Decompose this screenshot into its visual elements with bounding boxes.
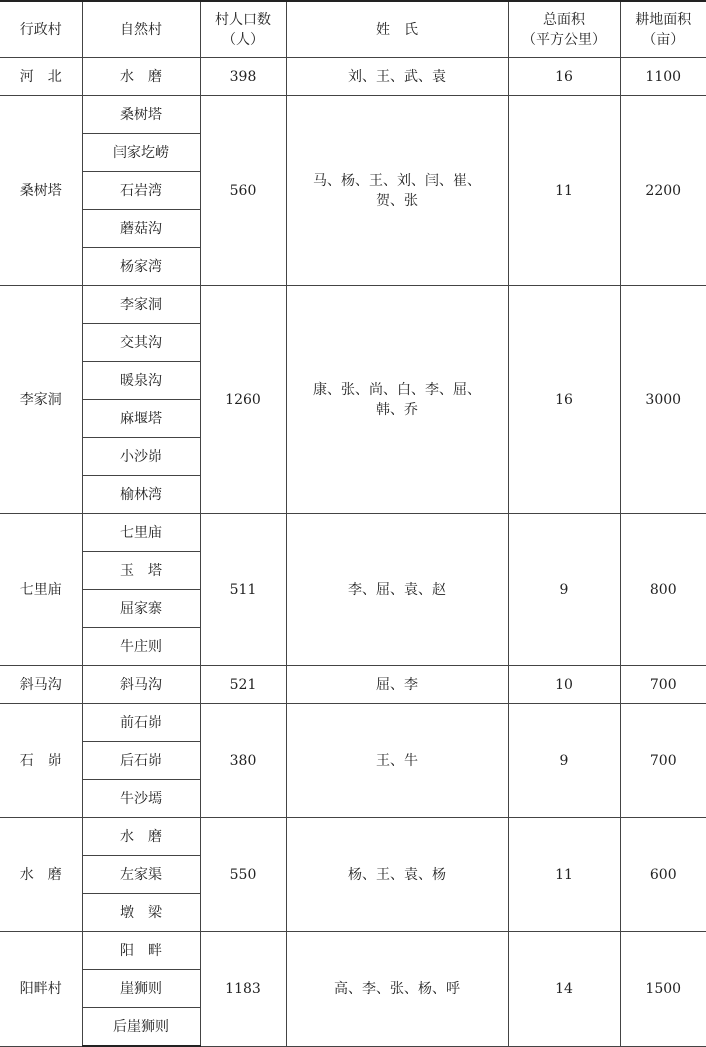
farmland-cell: 1100	[620, 58, 706, 96]
farmland-cell: 2200	[620, 96, 706, 286]
surnames-cell	[286, 514, 508, 666]
surnames-cell-text: 高、李、张、杨、呼	[334, 980, 460, 997]
natural-village-cell: 交其沟	[82, 324, 200, 362]
population-cell: 560	[200, 96, 286, 286]
surnames-cell	[286, 704, 508, 818]
total-area-cell: 11	[508, 96, 620, 286]
natural-village-cell: 杨家湾	[82, 248, 200, 286]
natural-village-cell: 榆林湾	[82, 476, 200, 514]
table-row	[0, 818, 706, 856]
header-farmland	[620, 1, 706, 58]
admin-village-cell: 李家洞	[0, 286, 82, 514]
total-area-cell: 11	[508, 818, 620, 932]
natural-village-cell: 桑树塔	[82, 96, 200, 134]
natural-village-cell: 小沙峁	[82, 438, 200, 476]
admin-village-cell: 七里庙	[0, 514, 82, 666]
header-population-text: 村人口数 （人）	[215, 11, 271, 48]
header-total-area	[508, 1, 620, 58]
admin-village-cell: 阳畔村	[0, 932, 82, 1047]
natural-village-cell: 前石峁	[82, 704, 200, 742]
surnames-cell	[286, 932, 508, 1047]
surnames-cell	[286, 666, 508, 704]
population-cell: 511	[200, 514, 286, 666]
header-admin-village: 行政村	[0, 1, 82, 58]
natural-village-cell: 李家洞	[82, 286, 200, 324]
admin-village-cell: 水 磨	[0, 818, 82, 932]
natural-village-cell: 蘑菇沟	[82, 210, 200, 248]
header-population	[200, 1, 286, 58]
surnames-cell-text: 李、屈、袁、赵	[348, 581, 446, 598]
natural-village-cell: 水 磨	[82, 58, 200, 96]
total-area-cell: 10	[508, 666, 620, 704]
surnames-cell-text: 康、张、尚、白、李、屈、 韩、乔	[313, 381, 481, 418]
header-total-area-text: 总面积 （平方公里）	[522, 11, 606, 48]
admin-village-cell: 河 北	[0, 58, 82, 96]
population-cell: 1260	[200, 286, 286, 514]
surnames-cell-text: 马、杨、王、刘、闫、崔、 贺、张	[313, 172, 481, 209]
admin-village-cell: 石 峁	[0, 704, 82, 818]
natural-village-cell: 墩 梁	[82, 894, 200, 932]
table-row	[0, 666, 706, 704]
farmland-cell: 1500	[620, 932, 706, 1047]
total-area-cell: 16	[508, 58, 620, 96]
total-area-cell: 9	[508, 514, 620, 666]
table-row	[0, 286, 706, 324]
natural-village-cell: 斜马沟	[82, 666, 200, 704]
table-row	[0, 58, 706, 96]
farmland-cell: 600	[620, 818, 706, 932]
natural-village-cell: 七里庙	[82, 514, 200, 552]
population-cell: 380	[200, 704, 286, 818]
total-area-cell: 14	[508, 932, 620, 1047]
natural-village-cell: 暖泉沟	[82, 362, 200, 400]
header-natural-village: 自然村	[82, 1, 200, 58]
header-surnames: 姓 氏	[286, 1, 508, 58]
surnames-cell	[286, 58, 508, 96]
farmland-cell: 700	[620, 666, 706, 704]
population-cell: 521	[200, 666, 286, 704]
surnames-cell	[286, 96, 508, 286]
farmland-cell: 800	[620, 514, 706, 666]
surnames-cell-text: 杨、王、袁、杨	[348, 866, 446, 883]
natural-village-cell: 牛庄则	[82, 628, 200, 666]
natural-village-cell: 石岩湾	[82, 172, 200, 210]
natural-village-cell: 玉 塔	[82, 552, 200, 590]
natural-village-cell: 崖狮则	[82, 970, 200, 1008]
surnames-cell-text: 屈、李	[376, 676, 418, 693]
natural-village-cell: 屈家寨	[82, 590, 200, 628]
table-row	[0, 96, 706, 134]
surnames-cell	[286, 818, 508, 932]
natural-village-cell: 水 磨	[82, 818, 200, 856]
header-farmland-text: 耕地面积 （亩）	[635, 11, 692, 48]
farmland-cell: 3000	[620, 286, 706, 514]
table-row	[0, 514, 706, 552]
population-cell: 398	[200, 58, 286, 96]
natural-village-cell: 闫家圪崂	[82, 134, 200, 172]
natural-village-cell: 阳 畔	[82, 932, 200, 970]
farmland-cell: 700	[620, 704, 706, 818]
natural-village-cell: 牛沙墕	[82, 780, 200, 818]
table-row	[0, 704, 706, 742]
population-cell: 1183	[200, 932, 286, 1047]
natural-village-cell: 麻堰塔	[82, 400, 200, 438]
header-row	[0, 1, 706, 58]
surnames-cell-text: 刘、王、武、袁	[348, 68, 446, 85]
admin-village-cell: 桑树塔	[0, 96, 82, 286]
total-area-cell: 16	[508, 286, 620, 514]
natural-village-cell: 后崖狮则	[82, 1008, 200, 1047]
natural-village-cell: 左家渠	[82, 856, 200, 894]
surnames-cell	[286, 286, 508, 514]
admin-village-cell: 斜马沟	[0, 666, 82, 704]
table-row	[0, 932, 706, 970]
total-area-cell: 9	[508, 704, 620, 818]
surnames-cell-text: 王、牛	[376, 752, 418, 769]
population-cell: 550	[200, 818, 286, 932]
natural-village-cell: 后石峁	[82, 742, 200, 780]
